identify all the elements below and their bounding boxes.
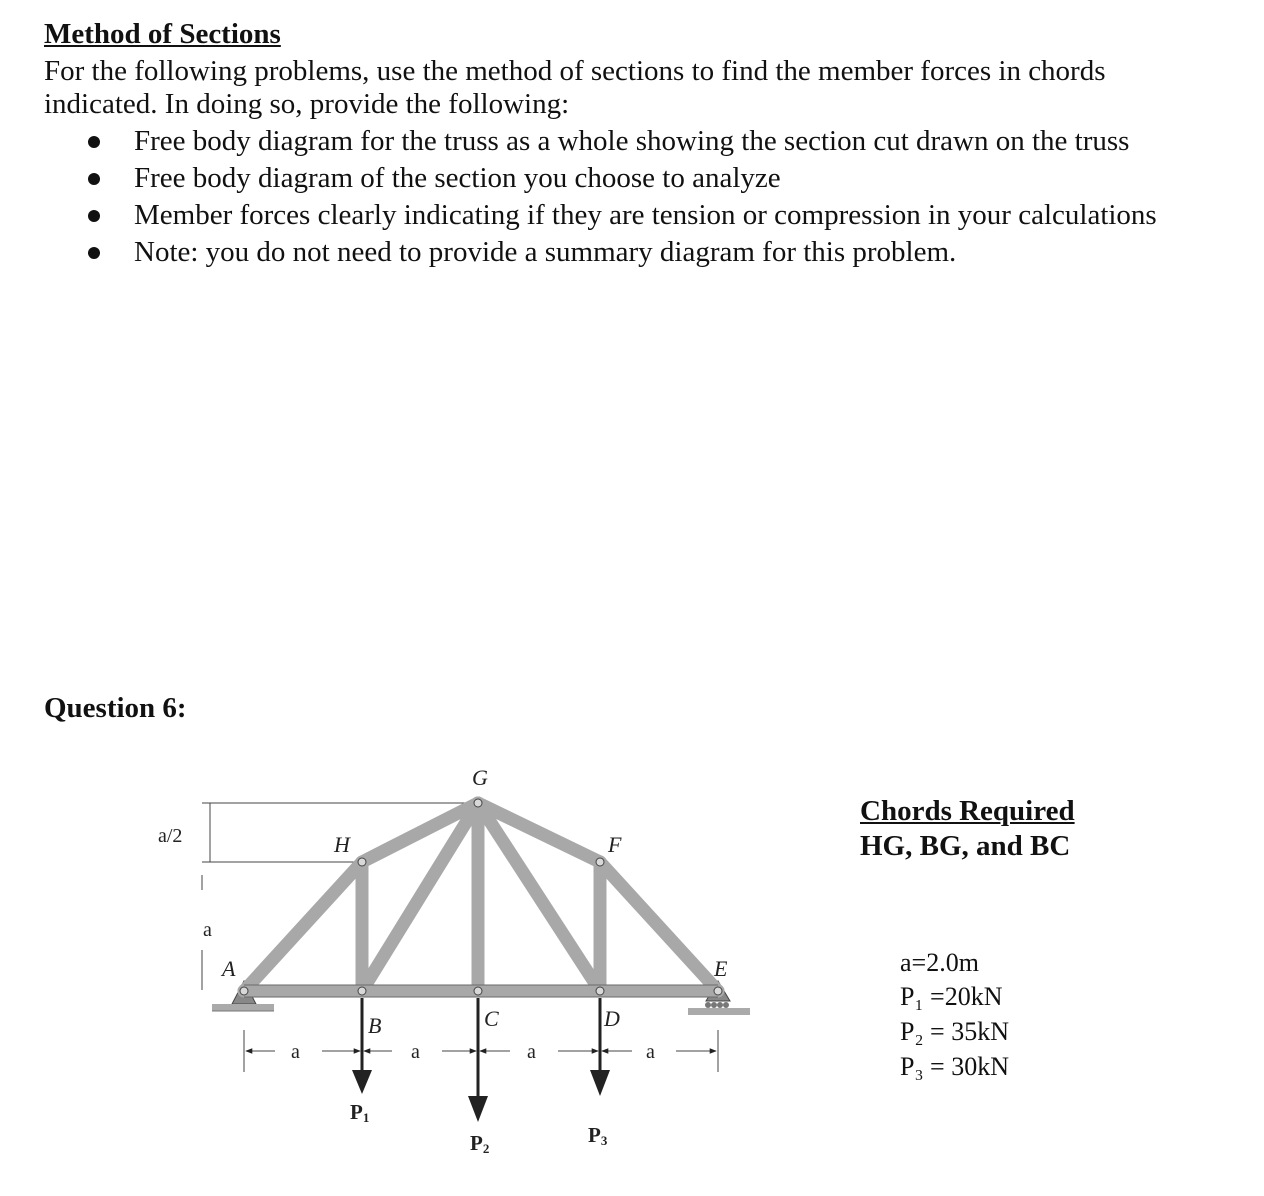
dim-label-height: a xyxy=(203,919,212,941)
truss-diagram xyxy=(140,755,780,1175)
chords-required-list: HG, BG, and BC xyxy=(860,830,1071,862)
joint-label-e: E xyxy=(714,956,728,981)
load-label-p2: P2 xyxy=(470,1131,490,1156)
truss-members xyxy=(244,803,718,991)
intro-text-line-2: indicated. In doing so, provide the following: xyxy=(44,88,570,120)
param-p2: P₂ = 35kN xyxy=(900,1017,1009,1046)
load-label-p3: P3 xyxy=(588,1123,608,1148)
chords-required-heading: Chords Required xyxy=(860,795,1075,827)
dim-label-half-height: a/2 xyxy=(158,825,183,847)
joint-label-h: H xyxy=(334,832,350,857)
bullet-icon xyxy=(88,210,100,222)
question-label: Question 6: xyxy=(44,692,187,724)
intro-text-line-1: For the following problems, use the method of sections to find the member forces in chords xyxy=(44,55,1106,87)
dim-label-span-cd: a xyxy=(527,1041,536,1063)
list-item-text: Member forces clearly indicating if they are tension or compression in your calculations xyxy=(134,199,1157,231)
param-a: a=2.0m xyxy=(900,948,979,977)
joint-label-a: A xyxy=(222,956,236,981)
dim-label-span-de: a xyxy=(646,1041,655,1063)
list-item-text: Free body diagram for the truss as a whole showing the section cut drawn on the truss xyxy=(134,125,1130,157)
dim-label-span-ab: a xyxy=(291,1041,300,1063)
load-arrows xyxy=(352,998,610,1122)
list-item-text: Note: you do not need to provide a summary diagram for this problem. xyxy=(134,236,957,268)
joint-label-c: C xyxy=(484,1006,499,1031)
bullet-icon xyxy=(88,136,100,148)
param-p3: P₃ = 30kN xyxy=(900,1052,1009,1081)
joint-label-f: F xyxy=(608,832,622,857)
bullet-icon xyxy=(88,247,100,259)
joint-label-b: B xyxy=(368,1013,382,1038)
load-label-p1: P1 xyxy=(350,1100,370,1125)
param-p1: P₁ =20kN xyxy=(900,982,1003,1011)
list-item-text: Free body diagram of the section you choose to analyze xyxy=(134,162,781,194)
joint-label-g: G xyxy=(472,765,488,790)
joint-label-d: D xyxy=(604,1006,620,1031)
page-title: Method of Sections xyxy=(44,18,281,50)
bullet-icon xyxy=(88,173,100,185)
dim-label-span-bc: a xyxy=(411,1041,420,1063)
